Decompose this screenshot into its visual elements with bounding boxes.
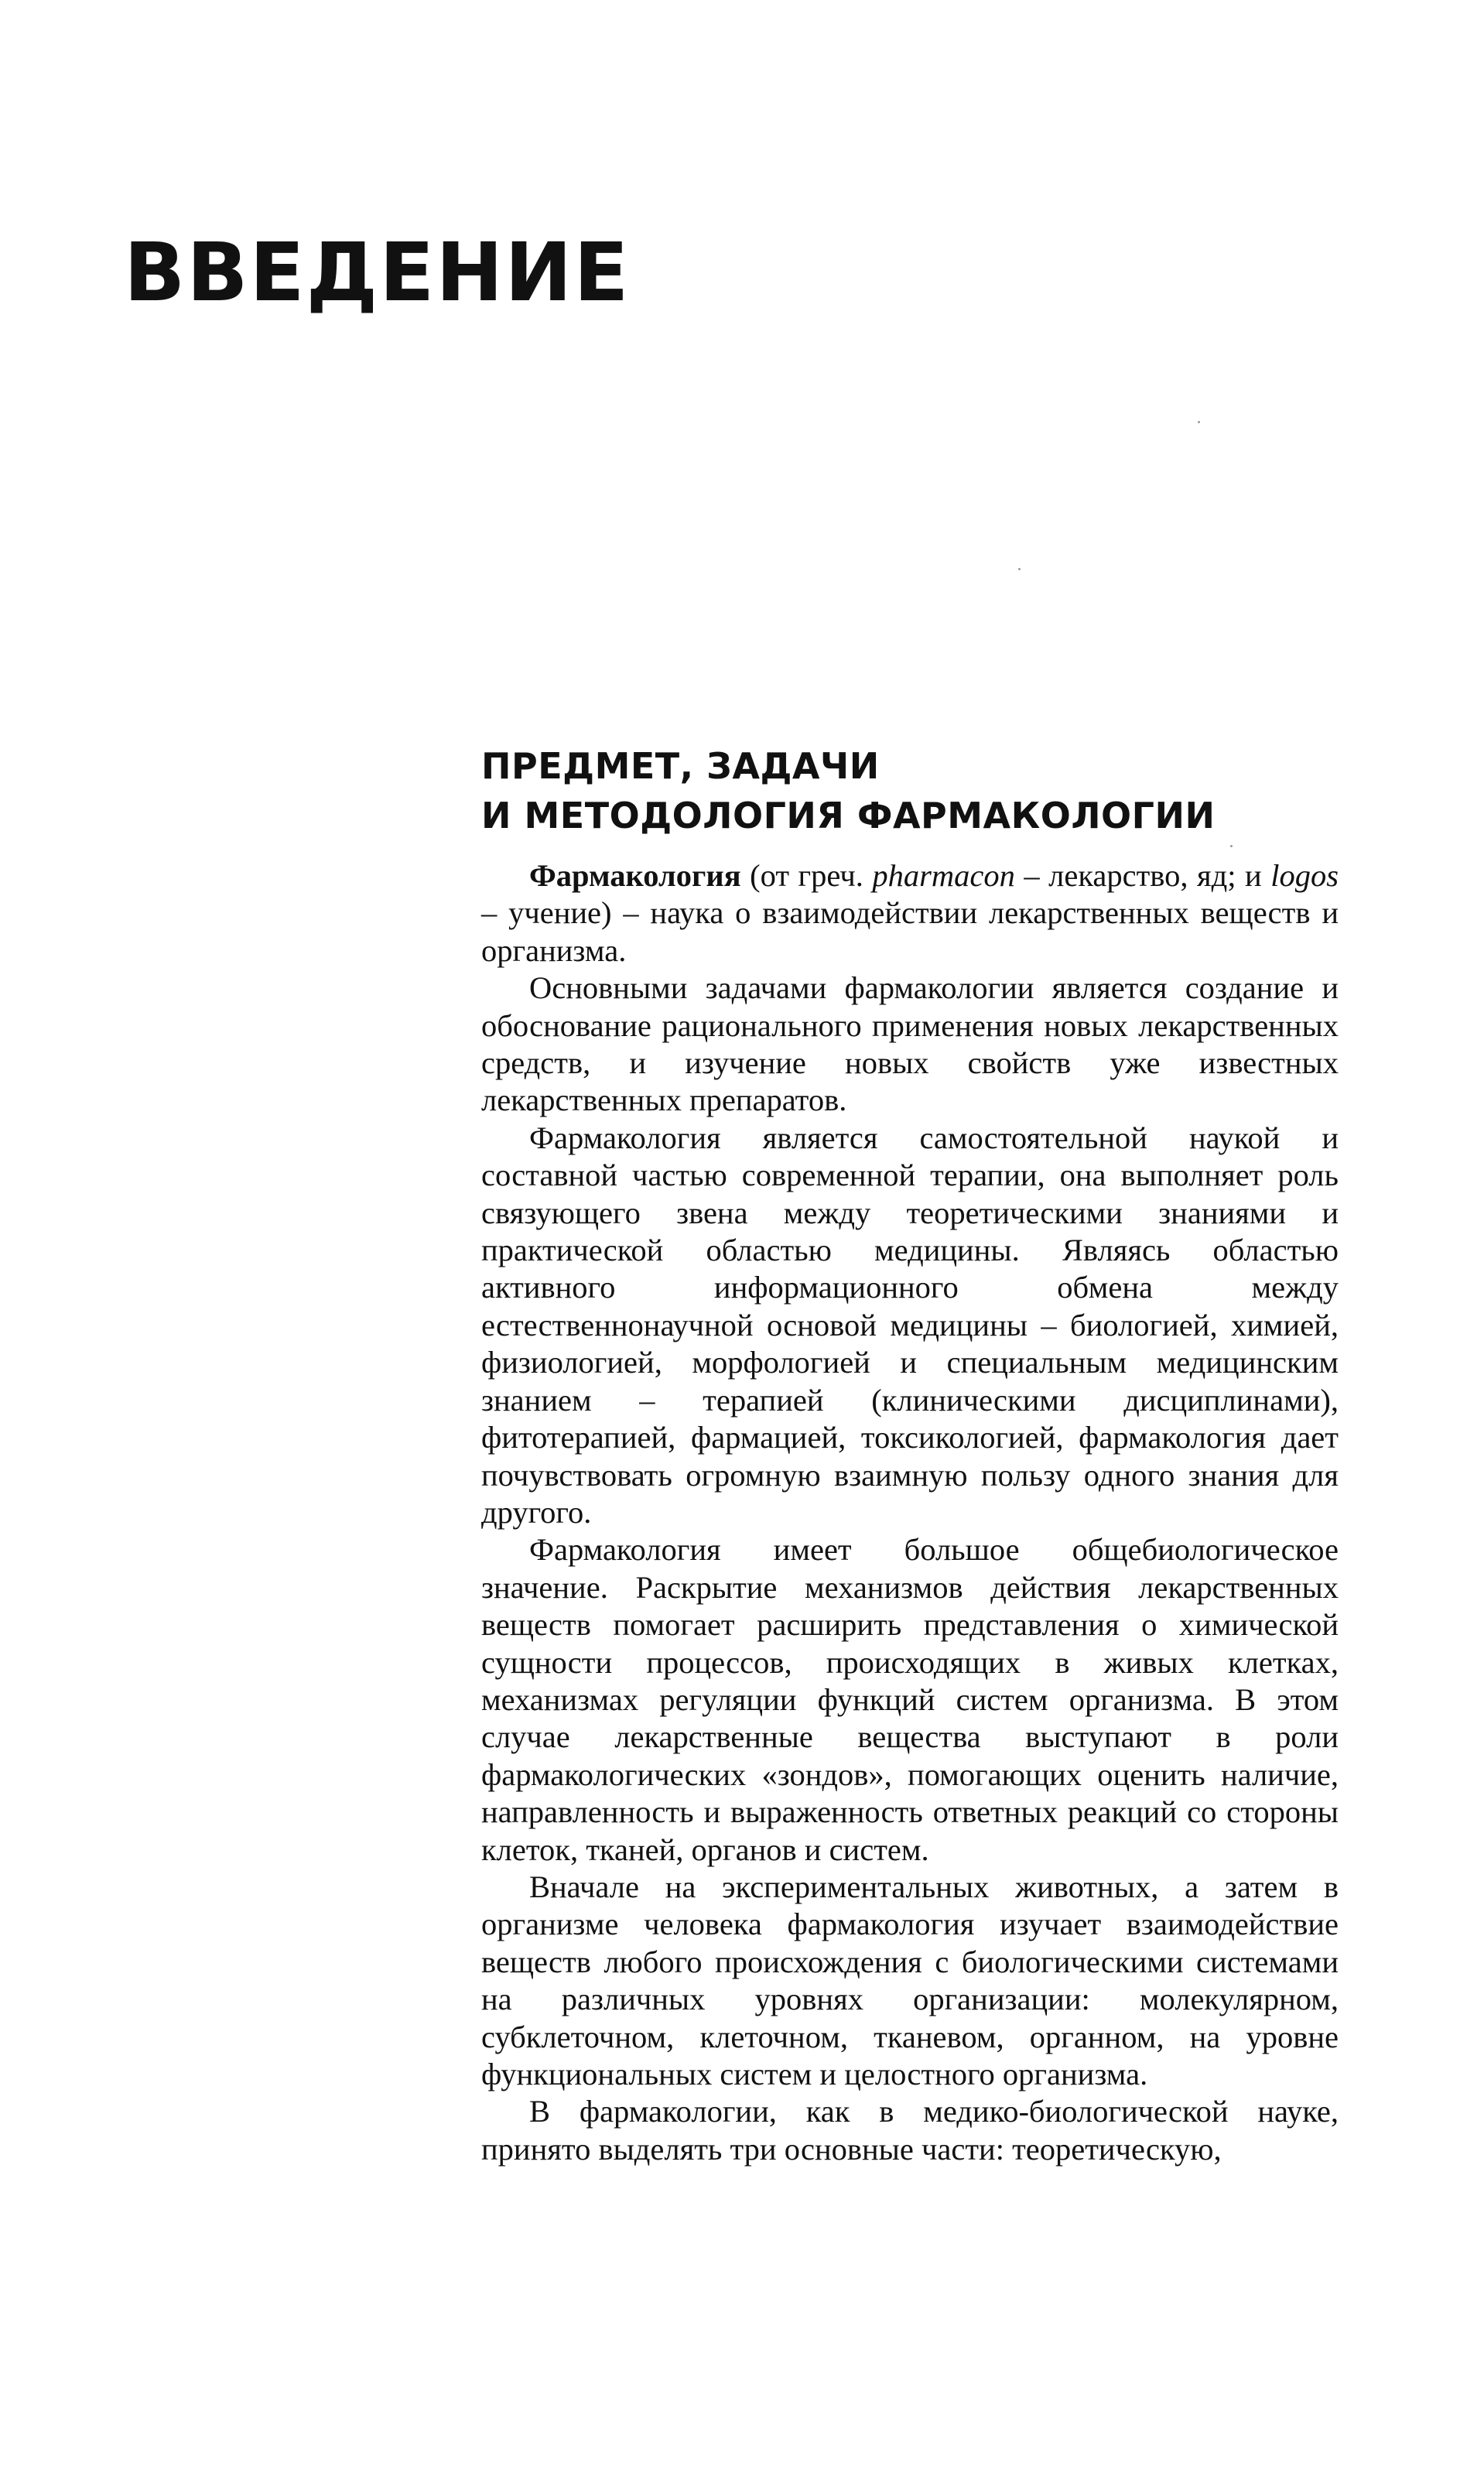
greek-word-logos: logos xyxy=(1270,858,1339,893)
body-text xyxy=(481,857,1339,2168)
scan-speck xyxy=(1230,845,1233,847)
chapter-title: ВВЕДЕНИЕ xyxy=(124,225,631,320)
paragraph-definition xyxy=(481,857,1339,970)
scan-speck xyxy=(1018,568,1021,570)
greek-word-pharmacon: pharmacon xyxy=(872,858,1015,893)
section-heading-line-1: ПРЕДМЕТ, ЗАДАЧИ xyxy=(481,745,880,787)
section-heading-line-2: И МЕТОДОЛОГИЯ ФАРМАКОЛОГИИ xyxy=(481,795,1216,836)
paragraph-text: – лекарство, яд; и xyxy=(1014,858,1271,893)
scan-speck xyxy=(1198,421,1200,423)
paragraph-role: Фармакология является самостоятельной наукой и составной частью современной терапии, она выполняет роль связующего звена между теоретическими знаниями и практической областью медицины. Являясь областью активного информационного обмена между естественнонаучной основой медицины – биологией, химией, физиологией, морфологией и специальным медицинским знанием – терапией (клиническими дисциплинами), фитотерапией, фармацией, токсикологией, фармакология дает почувствовать огромную взаимную пользу одного знания для другого. xyxy=(481,1120,1339,1530)
section-heading xyxy=(481,741,1348,840)
paragraph-parts: В фармакологии, как в медико-биологической науке, принято выделять три основные части: теоретическую, xyxy=(481,2094,1339,2167)
paragraph-biological-significance: Фармакология имеет большое общебиологическое значение. Раскрытие механизмов действия лекарственных веществ помогает расширить представления о химической сущности процессов, происходящих в живых клетках, механизмах регуляции функций систем организма. В этом случае лекарственные вещества выступают в роли фармакологических «зондов», помогающих оценить наличие, направленность и выраженность ответных реакций со стороны клеток, тканей, органов и систем. xyxy=(481,1532,1339,1867)
paragraph-text: – учение) – наука о взаимодействии лекарственных веществ и организма. xyxy=(481,895,1339,968)
term-pharmacology: Фармакология xyxy=(529,858,741,893)
paragraph-text: (от греч. xyxy=(740,858,873,893)
paragraph-tasks: Основными задачами фармакологии является создание и обоснование рационального применения новых лекарственных средств, и изучение новых свойств уже известных лекарственных препаратов. xyxy=(481,970,1339,1118)
paragraph-levels: Вначале на экспериментальных животных, а затем в организме человека фармакология изучает взаимодействие веществ любого происхождения с биологическими системами на различных уровнях организации: молекулярном, субклеточном, клеточном, тканевом, органном, на уровне функциональных систем и целостного организма. xyxy=(481,1869,1339,2091)
